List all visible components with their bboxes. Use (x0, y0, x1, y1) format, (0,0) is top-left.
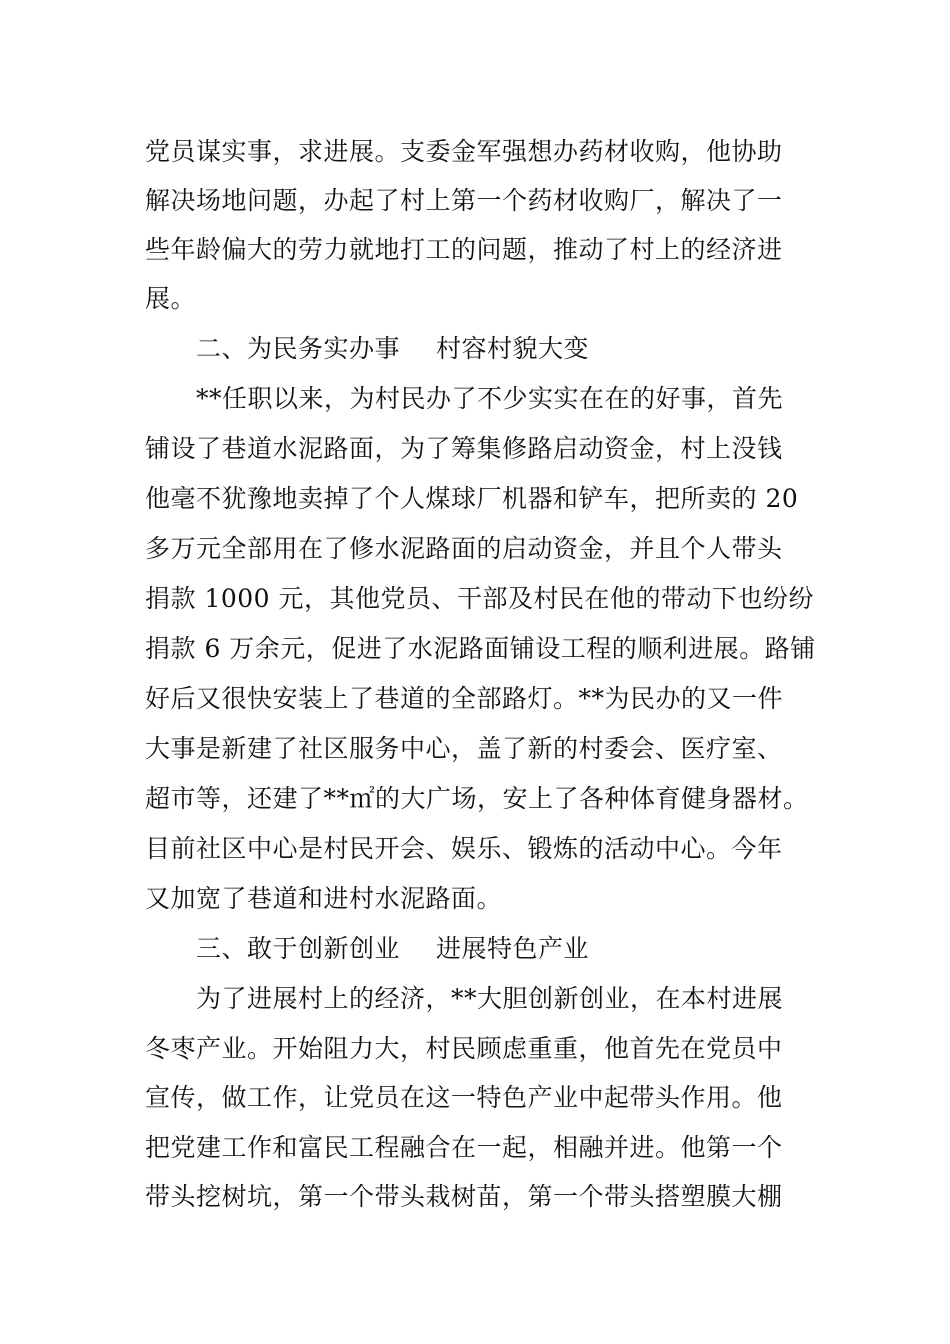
paragraph-line: 目前社区中心是村民开会、娱乐、锻炼的活动中心。今年 (145, 834, 783, 863)
paragraph-line: **任职以来，为村民办了不少实实在在的好事，首先 (196, 384, 784, 413)
section-heading-part: 二、为民务实办事 (196, 334, 401, 363)
paragraph-line: 解决场地问题，办起了村上第一个药材收购厂，解决了一 (145, 186, 783, 215)
paragraph-line: 他毫不犹豫地卖掉了个人煤球厂机器和铲车，把所卖的 20 (145, 484, 799, 513)
paragraph-line: 把党建工作和富民工程融合在一起，相融并进。他第一个 (145, 1133, 783, 1162)
paragraph-line: 捐款 6 万余元，促进了水泥路面铺设工程的顺利进展。路铺 (145, 634, 816, 663)
paragraph-line: 超市等，还建了**㎡的大广场，安上了各种体育健身器材。 (145, 784, 809, 813)
section-heading-part: 进展特色产业 (436, 934, 590, 963)
paragraph-line: 宣传，做工作，让党员在这一特色产业中起带头作用。他 (145, 1083, 783, 1112)
paragraph-line: 铺设了巷道水泥路面，为了筹集修路启动资金，村上没钱 (145, 434, 783, 463)
paragraph-line: 党员谋实事，求进展。支委金军强想办药材收购，他协助 (145, 137, 783, 166)
paragraph-line: 多万元全部用在了修水泥路面的启动资金，并且个人带头 (145, 534, 783, 563)
section-heading-3 (196, 934, 589, 964)
paragraph-line: 展。 (145, 284, 197, 313)
paragraph-line: 冬枣产业。开始阻力大，村民顾虑重重，他首先在党员中 (145, 1034, 783, 1063)
paragraph-line: 好后又很快安装上了巷道的全部路灯。**为民办的又一件 (145, 684, 784, 713)
section-heading-part: 三、敢于创新创业 (196, 934, 401, 963)
section-heading-part: 村容村貌大变 (436, 334, 590, 363)
paragraph-line: 为了进展村上的经济，**大胆创新创业，在本村进展 (196, 984, 784, 1013)
paragraph-line: 带头挖树坑，第一个带头栽树苗，第一个带头搭塑膜大棚 (145, 1182, 783, 1211)
paragraph-line: 大事是新建了社区服务中心，盖了新的村委会、医疗室、 (145, 734, 783, 763)
section-heading-2 (196, 334, 589, 364)
paragraph-line: 捐款 1000 元，其他党员、干部及村民在他的带动下也纷纷 (145, 584, 815, 613)
paragraph-line: 些年龄偏大的劳力就地打工的问题，推动了村上的经济进 (145, 235, 783, 264)
paragraph-line: 又加宽了巷道和进村水泥路面。 (145, 884, 503, 913)
